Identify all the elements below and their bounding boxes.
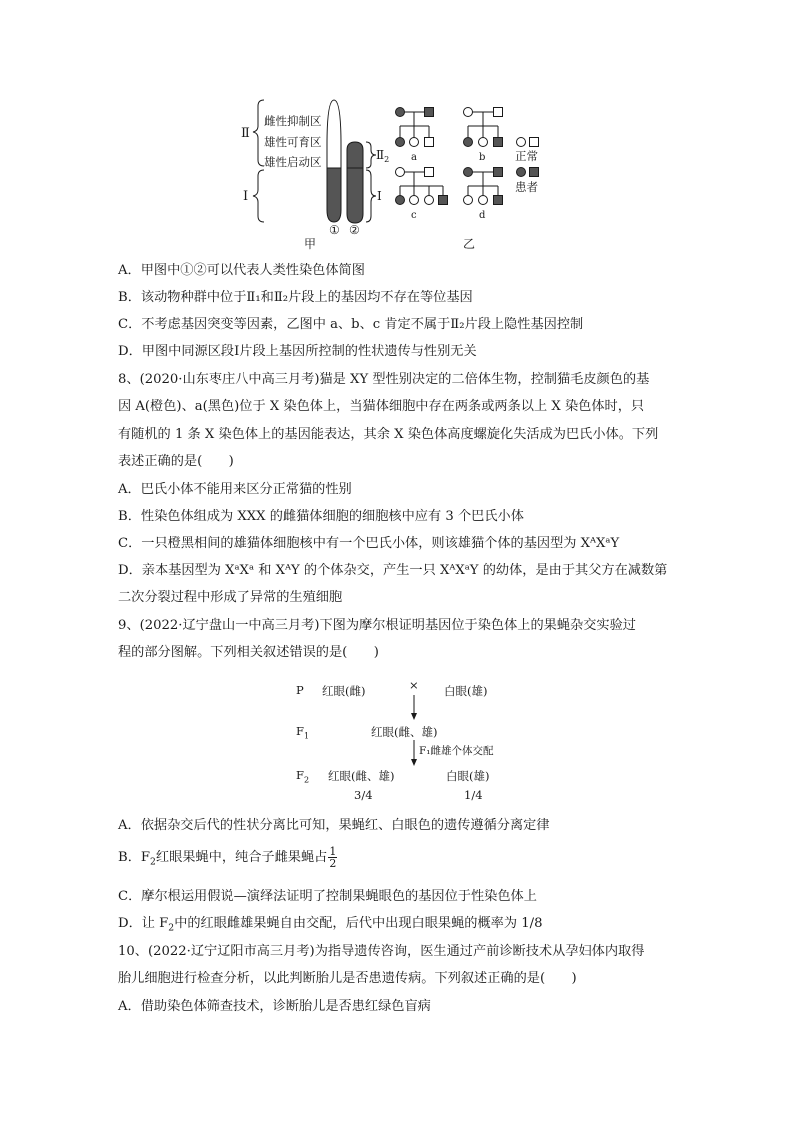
- legend-normal-female-icon: [517, 138, 526, 147]
- label-jia: 甲: [304, 237, 317, 251]
- q8-stem-line-1: 8、(2020·山东枣庄八中高三月考)猫是 XY 型性别决定的二倍体生物，控制猫毛皮颜色的基: [118, 372, 650, 387]
- region-part-2: 雄性可育区: [264, 135, 322, 149]
- q8-option-d: D．亲本基因型为 XᵃXᵃ 和 XᴬY 的个体杂交，产生一只 XᴬXᵃY 的幼体，是由于其父方在减数第: [118, 563, 668, 578]
- cross-f2-red: 红眼(雌、雄): [328, 769, 395, 783]
- cross-f1-phenotype: 红眼(雌、雄): [371, 725, 438, 739]
- q8-stem-line-2: 因 A(橙色)、a(黑色)位于 X 染色体上，当猫体细胞中存在两条或两条以上 X 染色体时，只: [118, 399, 645, 414]
- label-yi: 乙: [463, 237, 476, 251]
- cross-sign: ×: [409, 678, 419, 692]
- q9-option-a: A．依据杂交后代的性状分离比可知，果蝇红、白眼色的遗传遵循分离定律: [118, 818, 550, 833]
- chromosome-2-upper: [347, 142, 363, 168]
- q8-option-d-cont: 二次分裂过程中形成了异常的生殖细胞: [118, 590, 343, 605]
- cross-generation-f1: $F_1$: [296, 724, 310, 741]
- chromosome-2-lower: [347, 168, 363, 223]
- chromosome-1-lower: [327, 168, 341, 222]
- q7-option-d: D．甲图中同源区段Ⅰ片段上基因所控制的性状遗传与性别无关: [118, 344, 477, 359]
- q8-stem-line-4: 表述正确的是( ): [118, 454, 234, 469]
- cross-p-male: 白眼(雄): [444, 684, 488, 698]
- cross-generation-p: P: [296, 683, 304, 697]
- cross-generation-f2: $F_2$: [296, 768, 310, 785]
- q9-stem-line-1: 9、(2022·辽宁盘山一中高三月考)下图为摩尔根证明基因位于染色体上的果蝇杂交实验过: [118, 618, 636, 633]
- chromosome-pedigree-figure: [0, 0, 794, 260]
- q7-option-b: B．该动物种群中位于Ⅱ₁和Ⅱ₂片段上的基因均不存在等位基因: [118, 290, 473, 305]
- brace-II: [253, 100, 264, 166]
- legend-patient-female-icon: [517, 168, 526, 177]
- legend-patient-male-icon: [530, 168, 539, 177]
- chromosome-label-2: ②: [349, 223, 360, 237]
- q10-stem-line-2: 胎儿细胞进行检查分析，以此判断胎儿是否患遗传病。下列叙述正确的是( ): [118, 971, 577, 986]
- cross-f2-white: 白眼(雄): [446, 769, 490, 783]
- pedigree-label-d: d: [479, 210, 486, 221]
- pedigree-c: [396, 168, 448, 205]
- q10-option-a: A．借助染色体筛查技术，诊断胎儿是否患红绿色盲病: [118, 999, 431, 1014]
- brace-I-right: [366, 170, 376, 222]
- pedigree-label-a: a: [411, 152, 417, 163]
- pedigree-label-b: b: [479, 152, 486, 163]
- cross-f2-white-ratio: 1/4: [464, 788, 483, 802]
- q9-option-b: B．$F_2$红眼果蝇中，纯合子雌果蝇占 $\frac{1}{2}$: [118, 845, 337, 870]
- q9-option-c: C．摩尔根运用假说—演绎法证明了控制果蝇眼色的基因位于性染色体上: [118, 889, 537, 904]
- region-part-3: 雄性启动区: [264, 155, 322, 169]
- arrow-head-1: [411, 713, 417, 720]
- pedigree-d: [464, 168, 503, 205]
- q8-stem-line-3: 有随机的 1 条 X 染色体上的基因能表达，其余 X 染色体高度螺旋化失活成为巴氏小体。下列: [118, 427, 659, 442]
- region-II-label: Ⅱ: [241, 126, 250, 141]
- q8-option-c: C．一只橙黑相间的雄猫体细胞核中有一个巴氏小体，则该雄猫个体的基因型为 XᴬXᵃY: [118, 536, 620, 551]
- q8-option-b: B．性染色体组成为 XXX 的雌猫体细胞的细胞核中应有 3 个巴氏小体: [118, 509, 524, 524]
- q7-option-c: C．不考虑基因突变等因素，乙图中 a、b、c 肯定不属于Ⅱ₂片段上隐性基因控制: [118, 317, 584, 332]
- chromosome-1-upper: [327, 100, 341, 168]
- cross-f2-red-ratio: 3/4: [354, 788, 373, 802]
- cross-f1-note: F₁雌雄个体交配: [419, 745, 494, 757]
- q9-stem-line-2: 程的部分图解。下列相关叙述错误的是( ): [118, 645, 379, 660]
- region-part-1: 雌性抑制区: [264, 114, 322, 128]
- region-II1-parts: [264, 114, 322, 169]
- region-I-right-label: Ⅰ: [377, 189, 382, 203]
- pedigree-b: [464, 108, 503, 147]
- arrow-head-2: [411, 759, 417, 766]
- brace-II2: [366, 142, 376, 168]
- legend-normal-male-icon: [530, 138, 539, 147]
- region-II2-label: $Ⅱ_2$: [376, 148, 390, 164]
- q8-option-a: A．巴氏小体不能用来区分正常猫的性别: [118, 482, 352, 497]
- pedigree-a: [396, 108, 434, 147]
- pedigree-label-c: c: [411, 210, 417, 221]
- region-I-label: Ⅰ: [243, 189, 249, 204]
- chromosome-label-1: ①: [329, 223, 340, 237]
- legend-normal-label: 正常: [515, 149, 538, 163]
- q10-stem-line-1: 10、(2022·辽宁辽阳市高三月考)为指导遗传咨询，医生通过产前诊断技术从孕妇体内取得: [118, 944, 645, 959]
- legend-patient-label: 患者: [515, 180, 538, 194]
- brace-I: [253, 170, 264, 222]
- q7-option-a: A．甲图中①②可以代表人类性染色体简图: [118, 263, 365, 278]
- q9-option-d: D．让 $F_2$中的红眼雌雄果蝇自由交配，后代中出现白眼果蝇的概率为 1/8: [118, 916, 543, 934]
- cross-p-female: 红眼(雌): [322, 684, 366, 698]
- fraction-one-half: $\frac{1}{2}$: [329, 845, 337, 870]
